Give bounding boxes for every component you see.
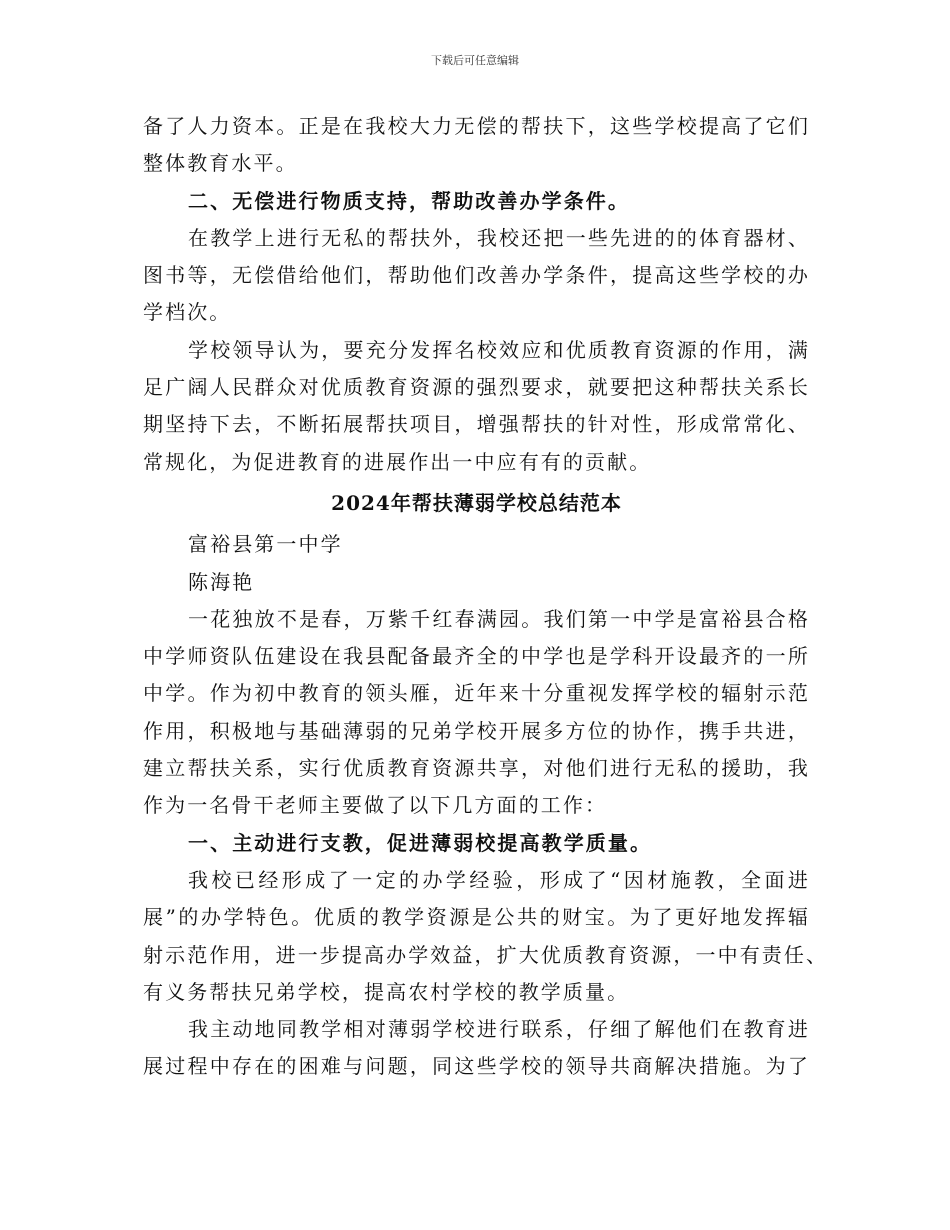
paragraph-line: 射示范作用，进一步提高办学效益，扩大优质教育资源，一中有责任、 bbox=[143, 942, 829, 967]
paragraph-line: 中学师资队伍建设在我县配备最齐全的中学也是学科开设最齐的一所 bbox=[143, 644, 810, 669]
paragraph-line: 图书等，无偿借给他们，帮助他们改善办学条件，提高这些学校的办 bbox=[143, 263, 810, 288]
paragraph-line: 我主动地同教学相对薄弱学校进行联系，仔细了解他们在教育进 bbox=[188, 1017, 810, 1042]
paragraph-line: 我校已经形成了一定的办学经验，形成了“因材施教，全面进 bbox=[188, 867, 810, 892]
paragraph-line: 在教学上进行无私的帮扶外，我校还把一些先进的的体育器材、 bbox=[188, 225, 810, 250]
paragraph-line: 有义务帮扶兄弟学校，提高农村学校的教学质量。 bbox=[143, 979, 630, 1004]
document-title: 2024年帮扶薄弱学校总结范本 bbox=[331, 490, 622, 515]
section-heading: 一、主动进行支教，促进薄弱校提高教学质量。 bbox=[188, 830, 653, 855]
paragraph-line: 建立帮扶关系，实行优质教育资源共享，对他们进行无私的援助，我 bbox=[143, 756, 810, 781]
school-name: 富裕县第一中学 bbox=[188, 532, 343, 557]
paragraph-line: 一花独放不是春，万紫千红春满园。我们第一中学是富裕县合格 bbox=[188, 606, 810, 631]
section-heading: 二、无偿进行物质支持，帮助改善办学条件。 bbox=[188, 188, 630, 213]
author-name: 陈海艳 bbox=[188, 569, 255, 594]
paragraph-line: 展”的办学特色。优质的教学资源是公共的财宝。为了更好地发挥辐 bbox=[143, 905, 810, 930]
paragraph-line: 期坚持下去，不断拓展帮扶项目，增强帮扶的针对性，形成常常化、 bbox=[143, 412, 810, 437]
paragraph-line: 足广阔人民群众对优质教育资源的强烈要求，就要把这种帮扶关系长 bbox=[143, 375, 810, 400]
paragraph-line: 学档次。 bbox=[143, 300, 232, 325]
paragraph-line: 整体教育水平。 bbox=[143, 151, 298, 176]
paragraph-line: 中学。作为初中教育的领头雁，近年来十分重视发挥学校的辐射示范 bbox=[143, 681, 810, 706]
paragraph-line: 作用，积极地与基础薄弱的兄弟学校开展多方位的协作，携手共进， bbox=[143, 718, 810, 743]
page-header: 下载后可任意编辑 bbox=[431, 54, 519, 67]
paragraph-line: 作为一名骨干老师主要做了以下几方面的工作： bbox=[143, 793, 608, 818]
document-body bbox=[143, 108, 829, 1086]
paragraph-line: 学校领导认为，要充分发挥名校效应和优质教育资源的作用，满 bbox=[188, 337, 810, 362]
paragraph-line: 展过程中存在的困难与问题，同这些学校的领导共商解决措施。为了 bbox=[143, 1054, 810, 1079]
paragraph-line: 常规化，为促进教育的进展作出一中应有有的贡献。 bbox=[143, 449, 652, 474]
paragraph-line: 备了人力资本。正是在我校大力无偿的帮扶下，这些学校提高了它们 bbox=[143, 114, 810, 138]
